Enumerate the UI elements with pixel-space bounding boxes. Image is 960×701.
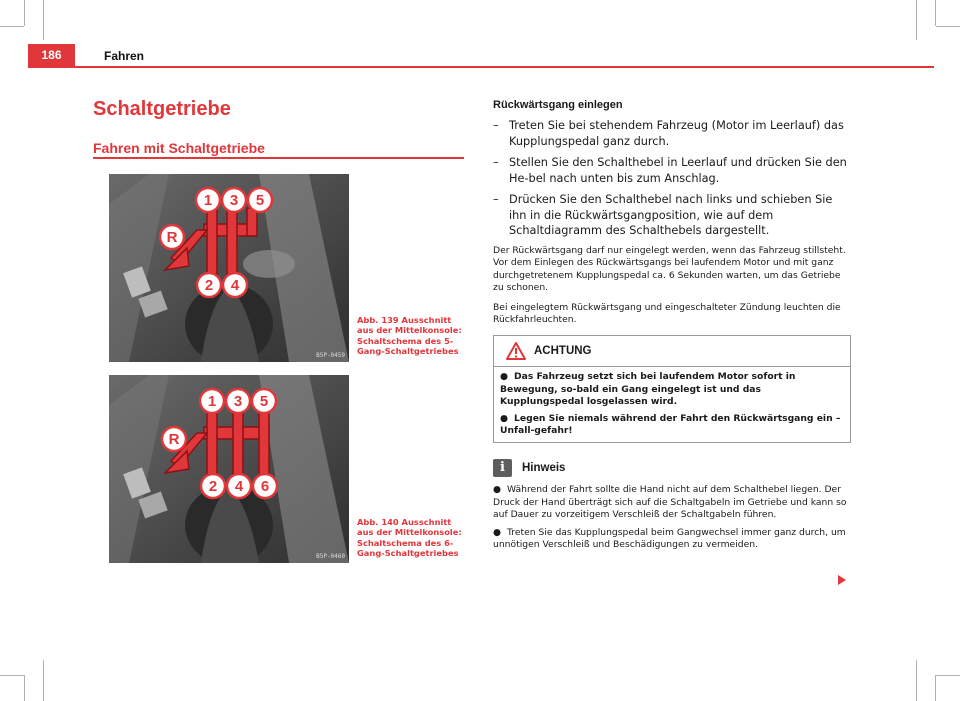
warning-box [493,335,851,443]
warning-triangle-icon [506,342,526,360]
chapter-title: Fahren [104,49,145,63]
note-text: Treten Sie das Kupplungspedal beim Gangwechsel immer ganz durch, um unnötigen Verschleiß und Beschädigungen zu vermeiden. [493,526,846,551]
figure-6-gear [109,375,349,563]
gear-label-5: 5 [255,192,265,209]
note-text: Während der Fahrt sollte die Hand nicht auf dem Schalthebel liegen. Der Druck der Hand überträgt sich auf die Schaltgabeln im Getriebe und kann so auf Dauer zu vorzeitigem Verschleiß der Schaltgabeln führen. [493,484,847,521]
bullet: ● [500,371,509,383]
crop-mark [24,675,25,701]
warning-text: Das Fahrzeug setzt sich bei laufendem Motor sofort in Bewegung, so-bald ein Gang eingelegt ist und das Kupplungspedal losgelassen wird. [500,371,796,408]
gear-label-3: 3 [233,393,243,410]
crop-mark [936,675,960,676]
reverse-gear-heading: Rückwärtsgang einlegen [493,99,623,111]
section-title: Schaltgetriebe [93,98,231,120]
warning-header [494,336,850,367]
crop-mark [916,660,917,701]
subsection-rule [93,157,464,159]
right-column [493,99,851,557]
figure-code: B5P-0460 [316,553,345,560]
step-text: Drücken Sie den Schalthebel nach links und schieben Sie ihn in die Rückwärtsgangposition, wie auf dem Schaltdiagramm des Schalthebels dargestellt. [509,193,833,237]
crop-mark [935,675,936,701]
body-paragraph: Bei eingelegtem Rückwärtsgang und eingeschalteter Zündung leuchten die Rückfahrleuchten. [493,301,841,326]
step-dash: – [493,193,499,206]
crop-mark [935,0,936,26]
gear-label-1: 1 [207,393,217,410]
warning-item [494,409,850,438]
figure-code: B5P-0459 [316,352,345,359]
step-text: Stellen Sie den Schalthebel in Leerlauf und drücken Sie den He-bel nach unten bis zum Anschlag. [509,156,847,185]
figure-caption: Abb. 139 Ausschnitt aus der Mittelkonsole: Schaltschema des 5-Gang-Schaltgetriebes [357,315,462,357]
gear-label-4: 4 [234,478,244,495]
crop-mark [0,26,24,27]
bullet: ● [493,526,502,538]
instruction-step [493,118,851,149]
crop-mark [43,0,44,40]
shift-pattern-5-gear-illustration [109,174,349,362]
gear-label-2: 2 [204,277,214,294]
gear-label-3: 3 [229,192,239,209]
instruction-step [493,192,851,239]
figure-5-gear [109,174,349,362]
info-icon: i [493,459,512,477]
crop-mark [24,0,25,26]
crop-mark [916,0,917,40]
gear-label-4: 4 [230,277,240,294]
step-text: Treten Sie bei stehendem Fahrzeug (Motor im Leerlauf) das Kupplungspedal ganz durch. [509,119,844,148]
step-dash: – [493,156,499,169]
gear-label-r: R [166,229,178,246]
bullet: ● [500,412,509,424]
warning-item [494,367,850,409]
page-number: 186 [28,44,75,66]
warning-text: Legen Sie niemals während der Fahrt den Rückwärtsgang ein – Unfall-gefahr! [500,412,841,437]
note-header [493,459,851,477]
body-paragraph: Der Rückwärtsgang darf nur eingelegt werden, wenn das Fahrzeug stillsteht. Vor dem Einlegen des Rückwärtsgangs bei laufendem Motor und mit ganz durchgetretenem Kupplungspedal ca. 6 Sekunden warten, um das Getriebe zu schonen. [493,244,846,294]
gear-label-2: 2 [208,478,218,495]
gear-label-r: R [168,431,180,448]
subsection-title: Fahren mit Schaltgetriebe [93,140,265,156]
note-item [493,484,851,522]
warning-title: ACHTUNG [534,345,592,358]
step-dash: – [493,119,499,132]
shift-pattern-6-gear-illustration [109,375,349,563]
crop-mark [936,26,960,27]
crop-mark [43,660,44,701]
gear-label-5: 5 [259,393,269,410]
gear-label-1: 1 [203,192,213,209]
header-rule [28,66,934,68]
instruction-step [493,155,851,186]
gear-label-6: 6 [260,478,270,495]
figure-caption: Abb. 140 Ausschnitt aus der Mittelkonsole: Schaltschema des 6-Gang-Schaltgetriebes [357,517,462,559]
bullet: ● [493,484,502,496]
note-item [493,527,851,552]
crop-mark [0,675,24,676]
note-title: Hinweis [522,462,566,475]
continue-arrow-icon [838,575,846,585]
